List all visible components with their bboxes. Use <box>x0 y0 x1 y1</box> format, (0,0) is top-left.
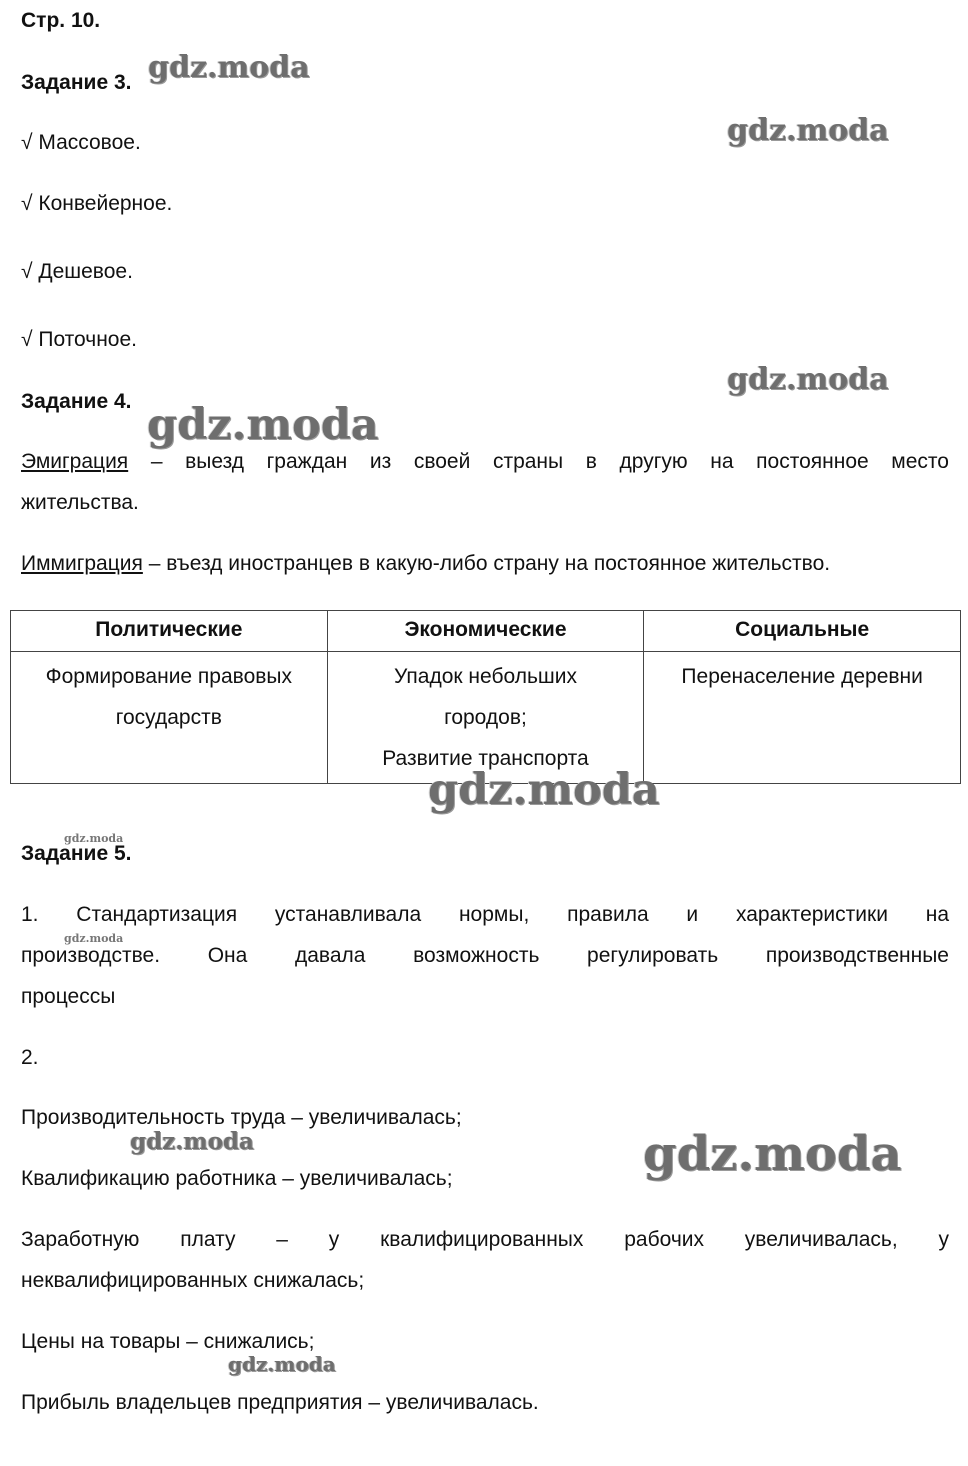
task3-item-2: √ Конвейерное. <box>21 192 173 215</box>
task5-line-productivity: Производительность труда – увеличивалась; <box>21 1106 462 1129</box>
immigration-term: Иммиграция <box>21 552 143 575</box>
emigration-text: – выезд граждан из своей страны в другую на постоянное место <box>150 450 949 473</box>
watermark: gdz.moda <box>228 1352 336 1376</box>
task5-p1-line1: 1. Стандартизация устанавливала нормы, правила и характеристики на <box>21 903 949 926</box>
task4-title: Задание 4. <box>21 390 132 413</box>
watermark: gdz.moda <box>148 50 310 85</box>
watermark: gdz.moda <box>147 400 379 450</box>
task3-title: Задание 3. <box>21 71 132 94</box>
task3-item-1: √ Массовое. <box>21 131 141 154</box>
watermark: gdz.moda <box>428 765 660 815</box>
immigration-definition <box>21 552 830 576</box>
task5-line-prices: Цены на товары – снижались; <box>21 1330 315 1353</box>
watermark: gdz.moda <box>64 832 124 845</box>
task5-p2-number: 2. <box>21 1046 39 1069</box>
page-heading: Стр. 10. <box>21 9 101 32</box>
cell-political-line2: государств <box>115 706 222 729</box>
task5-line-qualification: Квалификацию работника – увеличивалась; <box>21 1167 453 1190</box>
task5-title: Задание 5. <box>21 842 132 865</box>
watermark: gdz.moda <box>64 932 124 945</box>
cell-economic-line2: городов; <box>444 706 527 729</box>
watermark: gdz.moda <box>130 1128 254 1155</box>
task5-line-wages: Заработную плату – у квалифицированных рабочих увеличивалась, у <box>21 1228 949 1251</box>
watermark: gdz.moda <box>727 113 889 148</box>
header-economic: Экономические <box>327 611 644 652</box>
cell-social-line1: Перенаселение деревни <box>681 665 923 688</box>
table-header-row <box>11 611 961 652</box>
cell-social <box>644 652 961 784</box>
cell-economic-line3: Развитие транспорта <box>382 747 589 770</box>
table-row <box>11 652 961 784</box>
task3-item-3: √ Дешевое. <box>21 260 133 283</box>
header-social: Социальные <box>644 611 961 652</box>
emigration-definition <box>21 450 949 474</box>
task3-item-4: √ Поточное. <box>21 328 138 351</box>
emigration-term: Эмиграция <box>21 450 129 473</box>
task5-p1-line3: процессы <box>21 985 116 1008</box>
task5-p1-line2: производстве. Она давала возможность регулировать производственные <box>21 944 949 967</box>
watermark: gdz.moda <box>643 1126 902 1182</box>
watermark: gdz.moda <box>727 362 889 397</box>
cell-economic <box>327 652 644 784</box>
cell-economic-line1: Упадок небольших <box>394 665 577 688</box>
task5-line-profit: Прибыль владельцев предприятия – увеличивалась. <box>21 1391 539 1414</box>
header-political: Политические <box>11 611 328 652</box>
immigration-text: – въезд иностранцев в какую-либо страну на постоянное жительство. <box>148 552 831 575</box>
cell-political <box>11 652 328 784</box>
emigration-definition-cont: жительства. <box>21 491 139 514</box>
task5-line-wages-cont: неквалифицированных снижалась; <box>21 1269 365 1292</box>
cell-political-line1: Формирование правовых <box>45 665 293 688</box>
factors-table <box>10 610 961 784</box>
